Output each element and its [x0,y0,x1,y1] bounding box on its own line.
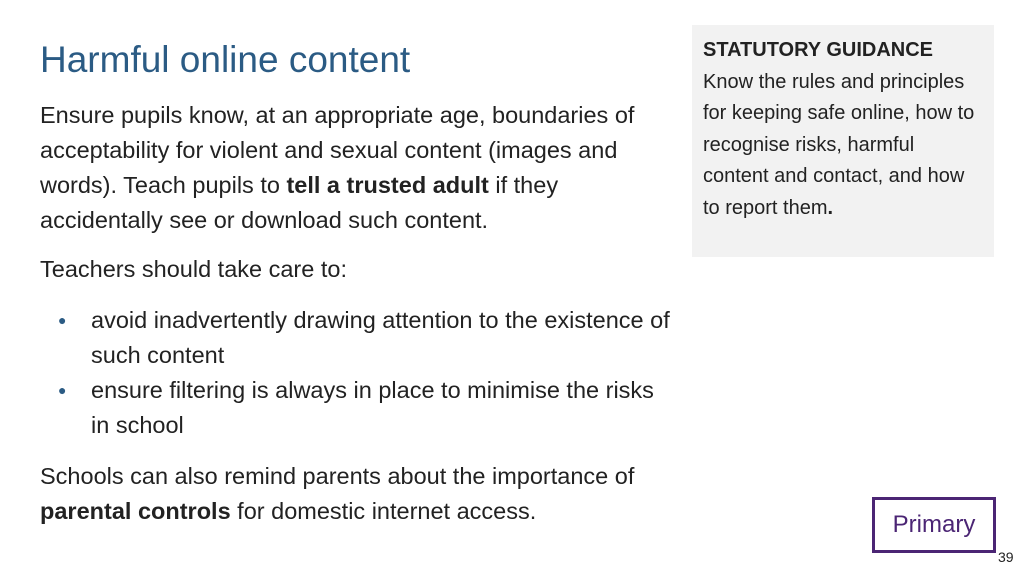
parents-text-end: for domestic internet access. [230,498,537,524]
bullet-text: avoid inadvertently drawing attention to the existence of such content [91,307,670,368]
parents-paragraph [40,459,670,529]
intro-text-end: if they accidentally see or download such content. [40,172,559,233]
intro-emphasis: tell a trusted adult [286,172,489,198]
guidance-end: . [827,196,834,219]
primary-badge: Primary [872,497,996,553]
bullet-list [40,303,670,443]
parents-text-start: Schools can also remind parents about the importance of [40,463,635,489]
bullet-item [40,303,670,373]
teachers-intro: Teachers should take care to: [40,256,347,282]
main-content [40,98,670,529]
guidance-body: Know the rules and principles for keeping safe online, how to recognise risks, harmful content and contact, and how to report them [703,70,975,219]
bullet-dot-icon: ● [58,312,67,328]
intro-paragraph [40,98,670,238]
statutory-guidance-box [692,25,994,257]
bullet-item [40,373,670,443]
bullet-text: ensure filtering is always in place to minimise the risks in school [91,377,654,438]
guidance-heading: STATUTORY GUIDANCE [703,39,934,61]
parents-emphasis: parental controls [40,498,231,524]
intro-text-start: Ensure pupils know, at an appropriate age, boundaries of acceptability for violent and sexual content (images and words). Teach pupils to [40,102,635,198]
bullet-dot-icon: ● [58,382,67,398]
page-number: 39 [998,549,1014,565]
slide-title: Harmful online content [40,39,411,80]
